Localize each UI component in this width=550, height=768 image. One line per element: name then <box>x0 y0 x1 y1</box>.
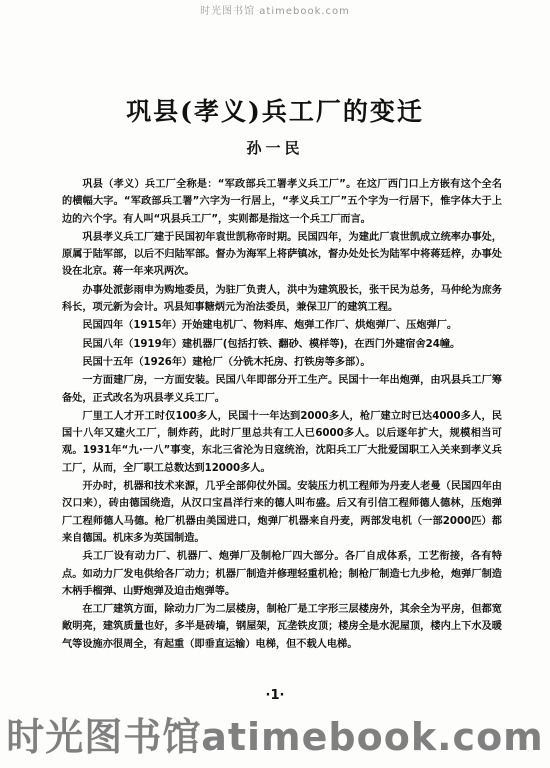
paragraph: 民国四年（1915年）开始建电机厂、物料库、炮弹工作厂、烘炮弹厂、压炮弹厂。 <box>82 320 458 332</box>
article-body <box>62 176 502 654</box>
article-title: 巩县(孝义)兵工厂的变迁 <box>126 97 424 126</box>
paragraph: 民国十五年（1926年）建枪厂（分铣木托房、打铁房等多部）。 <box>82 356 371 368</box>
page-number: ·1· <box>265 688 285 703</box>
paragraph: 兵工厂设有动力厂、机器厂、炮弹厂及制枪厂四大部分。各厂自成体系，工艺衔接，各有特点。如动力厂发电供给各厂动力；机器厂制造并修理轻重机枪；制枪厂制造七九步枪，炮弹厂制造木柄手榴弹、山野炮弹及迫击炮弹等。 <box>62 551 502 597</box>
top-watermark: 时光图书馆 atimebook.com <box>200 6 350 17</box>
paragraph: 一方面建厂房，一方面安装。民国八年即部分开工生产。民国十一年出炮弹，由巩县兵工厂筹备处，正式改名为巩县孝义兵工厂。 <box>62 375 502 404</box>
article-author: 孙一民 <box>246 139 304 157</box>
paragraph: 民国八年（1919年）建机器厂(包括打铁、翻砂、模样等)，在西门外建宿舍24幢。 <box>82 338 461 350</box>
paragraph: 办事处派彭雨申为购地委员，为驻厂负责人，洪中为建筑股长，张干民为总务，马仲纶为庶务科长，项元新为会计。巩县知事糖炳元为治法委员，兼保卫厂的建筑工程。 <box>62 284 502 314</box>
paragraph: 厂里工人才开工时仅100多人，民国十一年达到2000多人，枪厂建立时已达4000多人，民国十八年又建火工厂，制炸药，此时厂里总共有工人已6000多人。以后逐年扩大，规模相当可观。1931年“九·一八”事变，东北三省沦为日寇统治，沈阳兵工厂大批爱国职工入关来到孝义兵工厂，从而，全厂职工总数达到12000多人。 <box>62 410 502 474</box>
bottom-watermark: 时光图书馆atimebook.com <box>6 715 544 759</box>
paragraph: 在工厂建筑方面，除动力厂为二层楼房，制枪厂是工字形三层楼房外，其余全为平房，但都宽敞明亮，建筑质量也好，多半是砖墙，钢屋架，瓦垄铁皮顶；楼房全是水泥屋顶，楼内上下水及暖气等设施亦很周全，有起重（即垂直运输）电梯，但不载人电梯。 <box>62 604 502 650</box>
paragraph: 开办时，机器和技术来源，几乎全部仰仗外国。安装压力机工程师为丹麦人老曼（民国四年由汉口来），砖由德国绕造，从汉口宝昌洋行来的德人叫布盛。后又有引信工程师德人德林，压炮弹厂工程师德人马德。枪厂机器由美国进口，炮弹厂机器来自丹麦，两部发电机（一部2000匹）都来自德国。机床多为英国制造。 <box>62 481 502 544</box>
paragraph: 巩县（孝义）兵工厂全称是：“军政部兵工署孝义兵工厂”。在这厂西门口上方嵌有这个全名的横幅大字。“军政部兵工署”六字为一行居上，“孝义兵工厂”五个字为一行居下，惟字体大于上边的六个字。有人叫“巩县兵工厂”，实则都是指这一个兵工厂而言。 <box>62 179 502 225</box>
paragraph: 巩县孝义兵工厂建于民国初年袁世凯称帝时期。民国四年，为建此厂袁世凯成立统率办事处，原属于陆军部，以后不归陆军部。督办为海军上将萨镇冰，督办处处长为陆军中将蒋廷梓，办事处设在北京。蒋一年来巩两次。 <box>62 231 502 278</box>
